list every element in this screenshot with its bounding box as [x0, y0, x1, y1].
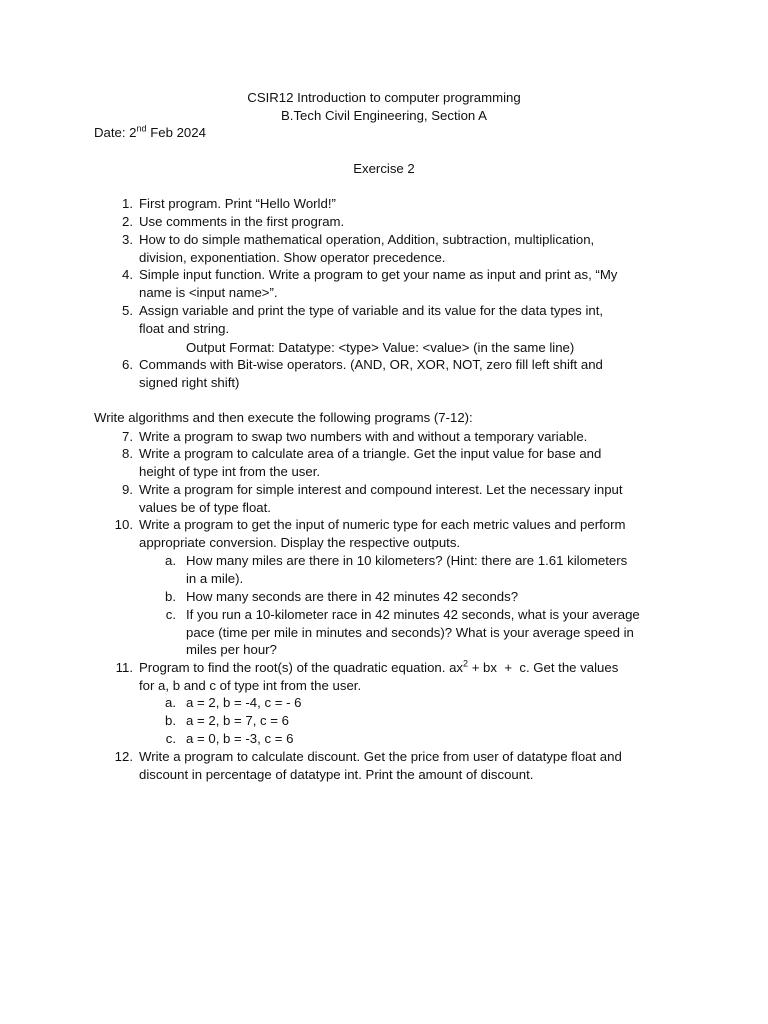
equation-text-after: + bx + c. Get the values — [468, 660, 619, 675]
sub-item-letter: c. — [165, 607, 176, 622]
program-line: B.Tech Civil Engineering, Section A — [281, 108, 487, 123]
sub-item-text: How many seconds are there in 42 minutes 42 seconds? — [186, 589, 519, 604]
sub-item-letter: b. — [165, 713, 176, 728]
item-number: 3. — [122, 232, 133, 247]
date-rest: Feb 2024 — [146, 125, 206, 140]
sub-item-text: a = 2, b = 7, c = 6 — [186, 713, 290, 728]
exercise-title: Exercise 2 — [353, 161, 415, 176]
item-text: Write a program to calculate area of a triangle. Get the input value for base and — [139, 446, 602, 461]
item-text — [139, 659, 679, 677]
sub-item-text: miles per hour? — [186, 642, 277, 657]
sub-item-letter: a. — [165, 553, 176, 568]
item-number: 8. — [122, 446, 133, 461]
item-text: for a, b and c of type int from the user. — [139, 677, 362, 693]
date-suffix: nd — [136, 123, 147, 134]
item-text: signed right shift) — [139, 374, 240, 390]
item-text: height of type int from the user. — [139, 463, 321, 479]
item-text: Write a program for simple interest and compound interest. Let the necessary input — [139, 482, 623, 497]
item-text: Use comments in the first program. — [139, 214, 345, 229]
item-text: discount in percentage of datatype int. Print the amount of discount. — [139, 766, 534, 782]
item-number: 9. — [122, 482, 133, 497]
output-format-line: Output Format: Datatype: <type> Value: <value> (in the same line) — [186, 340, 575, 355]
item-text: Write a program to get the input of numeric type for each metric values and perform — [139, 517, 626, 532]
item-number: 2. — [122, 214, 133, 229]
item-text: Commands with Bit-wise operators. (AND, OR, XOR, NOT, zero fill left shift and — [139, 357, 603, 372]
sub-item-letter: b. — [165, 589, 176, 604]
sub-item-text: a = 0, b = -3, c = 6 — [186, 731, 294, 746]
item-text: Write a program to calculate discount. Get the price from user of datatype float and — [139, 749, 622, 764]
item-text: appropriate conversion. Display the respective outputs. — [139, 534, 461, 550]
equation-text-before: Program to find the root(s) of the quadratic equation. ax — [139, 660, 464, 675]
sub-item-text: If you run a 10-kilometer race in 42 minutes 42 seconds, what is your average — [186, 607, 640, 622]
item-number: 10. — [114, 517, 133, 532]
item-number: 7. — [122, 429, 133, 444]
course-title: CSIR12 Introduction to computer programming — [247, 90, 521, 105]
item-number: 1. — [122, 196, 133, 211]
item-text: name is <input name>”. — [139, 284, 278, 300]
algorithms-intro: Write algorithms and then execute the following programs (7-12): — [94, 410, 473, 425]
item-text: values be of type float. — [139, 499, 271, 515]
date-label: Date: 2 — [94, 125, 137, 140]
exponent-2: 2 — [463, 658, 469, 669]
sub-item-letter: a. — [165, 695, 176, 710]
sub-item-text: How many miles are there in 10 kilometers? (Hint: there are 1.61 kilometers — [186, 553, 628, 568]
item-text: How to do simple mathematical operation, Addition, subtraction, multiplication, — [139, 232, 595, 247]
item-text: Assign variable and print the type of variable and its value for the data types int, — [139, 303, 604, 318]
item-number: 4. — [122, 267, 133, 282]
sub-item-text: in a mile). — [186, 570, 244, 586]
sub-item-letter: c. — [165, 731, 176, 746]
item-text: First program. Print “Hello World!” — [139, 196, 336, 211]
sub-item-text: a = 2, b = -4, c = - 6 — [186, 695, 302, 710]
item-number: 11. — [115, 660, 133, 675]
date-line — [94, 124, 206, 142]
item-text: division, exponentiation. Show operator precedence. — [139, 249, 446, 265]
item-text: float and string. — [139, 320, 230, 336]
item-text: Simple input function. Write a program to get your name as input and print as, “My — [139, 267, 618, 282]
item-number: 12. — [114, 749, 133, 764]
item-text: Write a program to swap two numbers with and without a temporary variable. — [139, 429, 588, 444]
item-number: 6. — [122, 357, 133, 372]
item-number: 5. — [122, 303, 133, 318]
sub-item-text: pace (time per mile in minutes and seconds)? What is your average speed in — [186, 624, 634, 640]
